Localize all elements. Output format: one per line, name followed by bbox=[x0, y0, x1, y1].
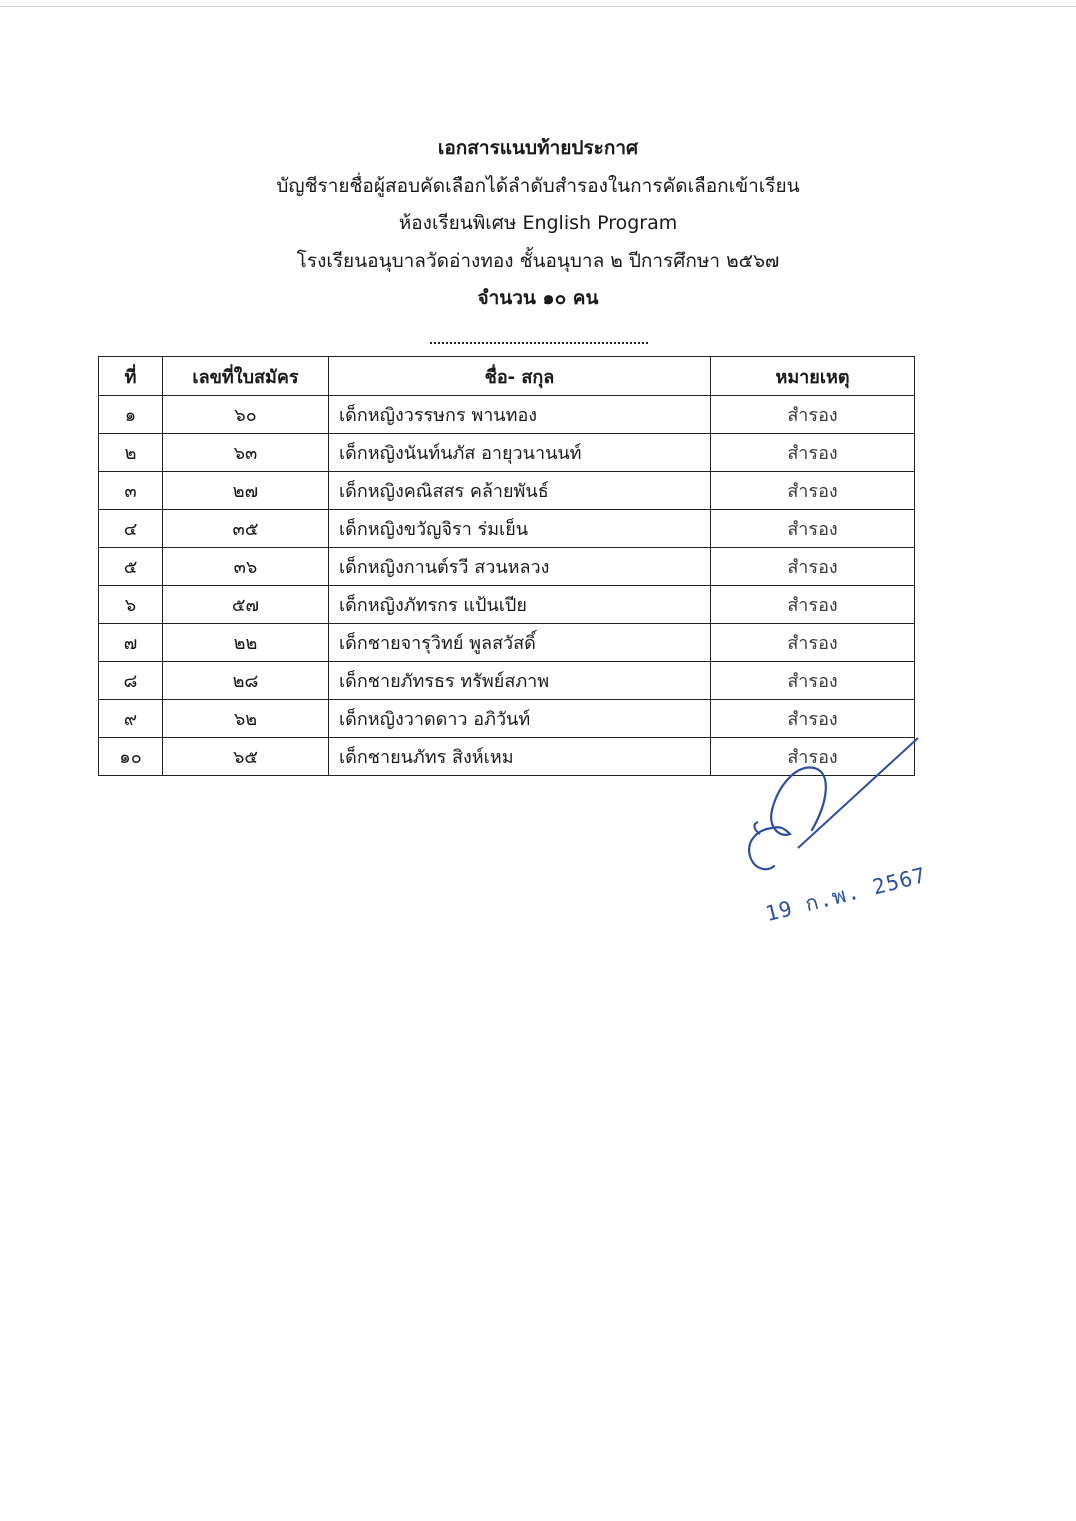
table-row bbox=[99, 510, 915, 548]
table-row bbox=[99, 396, 915, 434]
row-full-name: เด็กหญิงคณิสสร คล้ายพันธ์ bbox=[329, 472, 711, 510]
table-row bbox=[99, 548, 915, 586]
row-full-name: เด็กหญิงนันท์นภัส อายุวนานนท์ bbox=[329, 434, 711, 472]
signature-hook bbox=[754, 822, 760, 834]
row-number: ๕ bbox=[99, 548, 163, 586]
row-full-name: เด็กหญิงกานต์รวี สวนหลวง bbox=[329, 548, 711, 586]
table-row bbox=[99, 434, 915, 472]
row-remark: สำรอง bbox=[711, 396, 915, 434]
table-row bbox=[99, 624, 915, 662]
table-header-row bbox=[99, 357, 915, 396]
row-application-no: ๖๓ bbox=[163, 434, 329, 472]
row-number: ๙ bbox=[99, 700, 163, 738]
signature-mark bbox=[740, 730, 930, 880]
row-remark: สำรอง bbox=[711, 738, 915, 776]
row-full-name: เด็กหญิงขวัญจิรา ร่มเย็น bbox=[329, 510, 711, 548]
document-header bbox=[0, 130, 1076, 318]
row-application-no: ๖๐ bbox=[163, 396, 329, 434]
date-stamp: 19 ก.พ. 2567 bbox=[762, 862, 929, 927]
row-application-no: ๒๒ bbox=[163, 624, 329, 662]
row-application-no: ๖๕ bbox=[163, 738, 329, 776]
header-full-name: ชื่อ- สกุล bbox=[329, 357, 711, 396]
row-remark: สำรอง bbox=[711, 700, 915, 738]
header-application-no: เลขที่ใบสมัคร bbox=[163, 357, 329, 396]
header-program bbox=[0, 205, 1076, 243]
row-remark: สำรอง bbox=[711, 548, 915, 586]
row-remark: สำรอง bbox=[711, 510, 915, 548]
row-application-no: ๕๗ bbox=[163, 586, 329, 624]
row-application-no: ๒๗ bbox=[163, 472, 329, 510]
row-remark: สำรอง bbox=[711, 472, 915, 510]
row-number: ๒ bbox=[99, 434, 163, 472]
row-full-name: เด็กชายนภัทร สิงห์เหม bbox=[329, 738, 711, 776]
header-list-title: บัญชีรายชื่อผู้สอบคัดเลือกได้ลำดับสำรองในการคัดเลือกเข้าเรียน bbox=[276, 174, 800, 197]
row-number: ๓ bbox=[99, 472, 163, 510]
signature-stroke bbox=[798, 738, 918, 848]
row-number: ๗ bbox=[99, 624, 163, 662]
row-number: ๘ bbox=[99, 662, 163, 700]
row-full-name: เด็กหญิงภัทรกร แป้นเปีย bbox=[329, 586, 711, 624]
table-row bbox=[99, 586, 915, 624]
row-application-no: ๓๖ bbox=[163, 548, 329, 586]
header-school: โรงเรียนอนุบาลวัดอ่างทอง ชั้นอนุบาล ๒ ปีการศึกษา ๒๕๖๗ bbox=[296, 249, 780, 272]
signature-loop bbox=[749, 768, 826, 870]
reserve-list-table bbox=[98, 356, 915, 776]
row-application-no: ๒๘ bbox=[163, 662, 329, 700]
row-remark: สำรอง bbox=[711, 434, 915, 472]
header-remark: หมายเหตุ bbox=[711, 357, 915, 396]
row-full-name: เด็กหญิงวาดดาว อภิวันท์ bbox=[329, 700, 711, 738]
header-program-thai: ห้องเรียนพิเศษ bbox=[398, 212, 517, 234]
header-number: ที่ bbox=[99, 357, 163, 396]
page-top-rule bbox=[0, 6, 1076, 7]
row-remark: สำรอง bbox=[711, 662, 915, 700]
row-application-no: ๖๒ bbox=[163, 700, 329, 738]
row-number: ๖ bbox=[99, 586, 163, 624]
row-number: ๑ bbox=[99, 396, 163, 434]
row-application-no: ๓๕ bbox=[163, 510, 329, 548]
table-row bbox=[99, 662, 915, 700]
row-remark: สำรอง bbox=[711, 586, 915, 624]
row-full-name: เด็กชายจารุวิทย์ พูลสวัสดิ์ bbox=[329, 624, 711, 662]
row-number: ๑๐ bbox=[99, 738, 163, 776]
table-row bbox=[99, 472, 915, 510]
header-count: จำนวน ๑๐ คน bbox=[477, 287, 599, 309]
header-program-english: English Program bbox=[522, 212, 678, 234]
row-number: ๔ bbox=[99, 510, 163, 548]
dotted-separator bbox=[430, 342, 648, 344]
row-full-name: เด็กหญิงวรรษกร พานทอง bbox=[329, 396, 711, 434]
row-remark: สำรอง bbox=[711, 624, 915, 662]
row-full-name: เด็กชายภัทรธร ทรัพย์สภาพ bbox=[329, 662, 711, 700]
header-title: เอกสารแนบท้ายประกาศ bbox=[437, 137, 639, 159]
